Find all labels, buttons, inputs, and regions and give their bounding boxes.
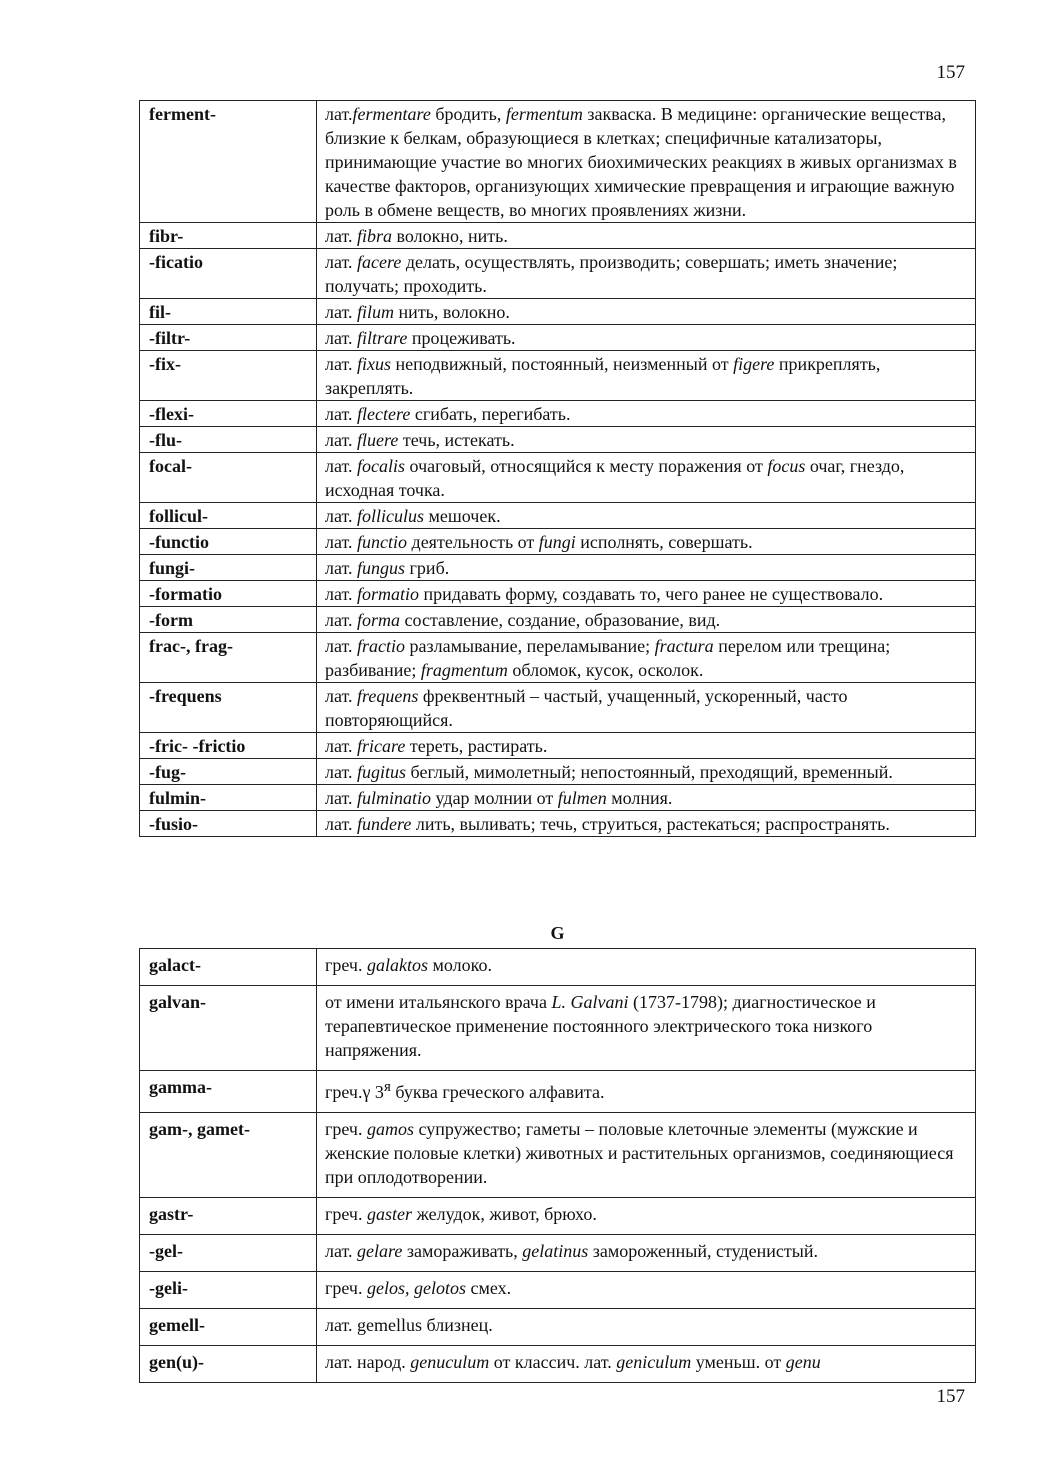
definition-text: деятельность от <box>407 532 539 552</box>
term-cell: gen(u)- <box>140 1346 317 1383</box>
definition-text: лат. gemellus близнец. <box>325 1315 493 1335</box>
term-cell: -flexi- <box>140 401 317 427</box>
definition-cell <box>317 401 976 427</box>
definition-text: лат. <box>325 636 358 656</box>
definition-text: перелом или трещина; разбивание; <box>325 636 891 680</box>
definition-text: лат. <box>325 302 358 322</box>
italic-term: fibra <box>357 226 393 246</box>
italic-term: fungus <box>357 558 406 578</box>
term-cell: gam-, gamet- <box>140 1113 317 1198</box>
dictionary-row <box>140 223 976 249</box>
term-cell: galact- <box>140 949 317 986</box>
definition-text: делать, осуществлять, производить; совершать; иметь значение; получать; проходить. <box>325 252 898 296</box>
definition-cell <box>317 325 976 351</box>
italic-term: gelatinus <box>522 1241 589 1261</box>
dictionary-row <box>140 1309 976 1346</box>
dictionary-row <box>140 1071 976 1113</box>
definition-text: разламывание, переламывание; <box>405 636 655 656</box>
definition-cell <box>317 581 976 607</box>
definition-text: удар молнии от <box>431 788 558 808</box>
definition-text: (1737-1798); диагностическое и терапевтическое применение постоянного электрического тока низкого напряжения. <box>325 992 876 1060</box>
definition-cell <box>317 785 976 811</box>
definition-cell <box>317 759 976 785</box>
definition-cell <box>317 1113 976 1198</box>
definition-cell <box>317 299 976 325</box>
italic-term: gelare <box>357 1241 403 1261</box>
definition-text: уменьш. от <box>691 1352 786 1372</box>
definition-text: нить, волокно. <box>394 302 510 322</box>
dictionary-row <box>140 811 976 837</box>
italic-term: fractio <box>357 636 406 656</box>
dictionary-row <box>140 503 976 529</box>
term-cell: -functio <box>140 529 317 555</box>
term-cell: -filtr- <box>140 325 317 351</box>
definition-text: замороженный, студенистый. <box>588 1241 818 1261</box>
italic-term: fugitus <box>357 762 407 782</box>
italic-term: galaktos <box>366 955 428 975</box>
italic-term: fungi <box>538 532 576 552</box>
term-cell: -form <box>140 607 317 633</box>
definition-text: лат. <box>325 610 358 630</box>
definition-text: лат. <box>325 686 358 706</box>
dictionary-row <box>140 529 976 555</box>
italic-term: geniculum <box>616 1352 692 1372</box>
dictionary-row <box>140 101 976 223</box>
italic-term: genuculum <box>410 1352 490 1372</box>
definition-cell <box>317 427 976 453</box>
definition-text: беглый, мимолетный; непостоянный, преходящий, временный. <box>406 762 893 782</box>
italic-term: L. Galvani <box>551 992 629 1012</box>
definition-text: лат. <box>325 104 353 124</box>
definition-cell <box>317 555 976 581</box>
italic-term: fundere <box>357 814 412 834</box>
definition-text: мешочек. <box>424 506 501 526</box>
dictionary-row <box>140 401 976 427</box>
term-cell: -fix- <box>140 351 317 401</box>
term-cell: frac-, frag- <box>140 633 317 683</box>
dictionary-row <box>140 1198 976 1235</box>
italic-term: fulmen <box>557 788 607 808</box>
definition-text: супружество; гаметы – половые клеточные элементы (мужские и женские половые клетки) животных и растительных организмов, соединяющиеся при оплодотворении. <box>325 1119 954 1187</box>
definition-text: лат. <box>325 584 358 604</box>
dictionary-row <box>140 351 976 401</box>
dictionary-row <box>140 683 976 733</box>
definition-text: греч.γ 3 <box>325 1082 384 1102</box>
definition-text: очаг, гнездо, исходная точка. <box>325 456 905 500</box>
dictionary-row <box>140 1346 976 1383</box>
definition-text: греч. <box>325 955 367 975</box>
definition-text: лат. <box>325 762 358 782</box>
definition-cell <box>317 453 976 503</box>
definition-text: лат. <box>325 532 358 552</box>
definition-cell <box>317 249 976 299</box>
definition-text: исполнять, совершать. <box>575 532 753 552</box>
italic-term: fluere <box>357 430 399 450</box>
italic-term: fractura <box>654 636 714 656</box>
term-cell: -formatio <box>140 581 317 607</box>
definition-text: очаговый, относящийся к месту поражения от <box>405 456 768 476</box>
definition-text: лат. <box>325 226 358 246</box>
definition-text: лить, выливать; течь, струиться, растекаться; распространять. <box>411 814 890 834</box>
italic-term: gelos, gelotos <box>366 1278 466 1298</box>
definition-text: греч. <box>325 1204 367 1224</box>
definition-cell <box>317 1309 976 1346</box>
definition-text: прикреплять, закреплять. <box>325 354 881 398</box>
definition-text: я <box>383 1079 391 1095</box>
definition-text: обломок, кусок, осколок. <box>507 660 704 680</box>
definition-text: фреквентный – частый, учащенный, ускоренный, часто повторяющийся. <box>325 686 848 730</box>
italic-term: fermentare <box>352 104 431 124</box>
definition-cell <box>317 1272 976 1309</box>
definition-cell <box>317 607 976 633</box>
italic-term: filum <box>357 302 395 322</box>
dictionary-table-f <box>139 100 976 837</box>
definition-text: лат. <box>325 328 358 348</box>
definition-text: течь, истекать. <box>398 430 515 450</box>
italic-term: genu <box>785 1352 821 1372</box>
term-cell: gemell- <box>140 1309 317 1346</box>
term-cell: fibr- <box>140 223 317 249</box>
definition-text: лат. <box>325 354 358 374</box>
definition-cell <box>317 1071 976 1113</box>
term-cell: -geli- <box>140 1272 317 1309</box>
term-cell: -fric- -frictio <box>140 733 317 759</box>
definition-text: греч. <box>325 1119 367 1139</box>
term-cell: -fug- <box>140 759 317 785</box>
page-number-bottom: 157 <box>936 1386 965 1407</box>
definition-text: лат. <box>325 788 358 808</box>
term-cell: focal- <box>140 453 317 503</box>
term-cell: fungi- <box>140 555 317 581</box>
definition-text: лат. <box>325 456 358 476</box>
definition-text: лат. <box>325 558 358 578</box>
definition-text: замораживать, <box>402 1241 523 1261</box>
term-cell: gamma- <box>140 1071 317 1113</box>
italic-term: fixus <box>357 354 392 374</box>
italic-term: filtrare <box>357 328 408 348</box>
definition-text: лат. <box>325 430 358 450</box>
dictionary-row <box>140 1235 976 1272</box>
dictionary-row <box>140 633 976 683</box>
definition-text: лат. народ. <box>325 1352 411 1372</box>
definition-cell <box>317 949 976 986</box>
term-cell: ferment- <box>140 101 317 223</box>
italic-term: fermentum <box>505 104 583 124</box>
definition-cell <box>317 503 976 529</box>
term-cell: -flu- <box>140 427 317 453</box>
dictionary-row <box>140 581 976 607</box>
definition-text: смех. <box>465 1278 512 1298</box>
definition-text: лат. <box>325 1241 358 1261</box>
definition-text: сгибать, перегибать. <box>410 404 571 424</box>
definition-text: лат. <box>325 814 358 834</box>
definition-cell <box>317 733 976 759</box>
dictionary-row <box>140 607 976 633</box>
definition-cell <box>317 1235 976 1272</box>
definition-cell <box>317 811 976 837</box>
italic-term: forma <box>357 610 401 630</box>
term-cell: fulmin- <box>140 785 317 811</box>
definition-text: от классич. лат. <box>489 1352 617 1372</box>
definition-cell <box>317 1198 976 1235</box>
italic-term: frequens <box>357 686 419 706</box>
definition-cell <box>317 529 976 555</box>
italic-term: folliculus <box>357 506 425 526</box>
section-letter-heading: G <box>550 923 565 943</box>
term-cell: -ficatio <box>140 249 317 299</box>
dictionary-row <box>140 555 976 581</box>
term-cell: fil- <box>140 299 317 325</box>
italic-term: fragmentum <box>420 660 508 680</box>
dictionary-row <box>140 1272 976 1309</box>
term-cell: -fusio- <box>140 811 317 837</box>
definition-cell <box>317 986 976 1071</box>
term-cell: -frequens <box>140 683 317 733</box>
definition-cell <box>317 223 976 249</box>
definition-text: составление, создание, образование, вид. <box>400 610 721 630</box>
dictionary-row <box>140 249 976 299</box>
definition-text: буква греческого алфавита. <box>390 1082 605 1102</box>
page-number-top: 157 <box>936 62 965 83</box>
definition-text: от имени итальянского врача <box>325 992 552 1012</box>
definition-text: тереть, растирать. <box>405 736 548 756</box>
definition-text: желудок, живот, брюхо. <box>411 1204 597 1224</box>
definition-text: придавать форму, создавать то, чего ранее не существовало. <box>419 584 884 604</box>
definition-text: лат. <box>325 736 358 756</box>
term-cell: follicul- <box>140 503 317 529</box>
dictionary-row <box>140 759 976 785</box>
term-cell: gastr- <box>140 1198 317 1235</box>
definition-text: молния. <box>606 788 673 808</box>
dictionary-row <box>140 986 976 1071</box>
definition-text: лат. <box>325 404 358 424</box>
definition-cell <box>317 633 976 683</box>
dictionary-row <box>140 733 976 759</box>
definition-cell <box>317 101 976 223</box>
dictionary-row <box>140 1113 976 1198</box>
italic-term: figere <box>733 354 775 374</box>
italic-term: formatio <box>357 584 420 604</box>
italic-term: focalis <box>357 456 406 476</box>
definition-text: молоко. <box>427 955 492 975</box>
definition-text: волокно, нить. <box>392 226 508 246</box>
dictionary-row <box>140 427 976 453</box>
dictionary-row <box>140 325 976 351</box>
italic-term: facere <box>357 252 402 272</box>
definition-text: лат. <box>325 252 358 272</box>
dictionary-row <box>140 949 976 986</box>
dictionary-row <box>140 453 976 503</box>
definition-text: лат. <box>325 506 358 526</box>
italic-term: fricare <box>357 736 406 756</box>
italic-term: flectere <box>357 404 411 424</box>
italic-term: gamos <box>366 1119 414 1139</box>
definition-text: греч. <box>325 1278 367 1298</box>
dictionary-table-g <box>139 948 976 1383</box>
definition-text: бродить, <box>430 104 506 124</box>
definition-text: процеживать. <box>407 328 516 348</box>
term-cell: -gel- <box>140 1235 317 1272</box>
definition-cell <box>317 351 976 401</box>
term-cell: galvan- <box>140 986 317 1071</box>
italic-term: functio <box>357 532 408 552</box>
dictionary-row <box>140 785 976 811</box>
definition-text: неподвижный, постоянный, неизменный от <box>391 354 734 374</box>
definition-text: закваска. В медицине: органические вещества, близкие к белкам, образующиеся в клетках; специфичные катализаторы, принимающие участие во многих биохимических реакциях в живых организмах в качестве факторов, организующих химические превращения и играющие важную роль в обмене веществ, во многих проявлениях жизни. <box>325 104 957 220</box>
italic-term: fulminatio <box>357 788 432 808</box>
italic-term: gaster <box>366 1204 412 1224</box>
italic-term: focus <box>767 456 806 476</box>
dictionary-row <box>140 299 976 325</box>
definition-cell <box>317 683 976 733</box>
definition-cell <box>317 1346 976 1383</box>
definition-text: гриб. <box>405 558 450 578</box>
